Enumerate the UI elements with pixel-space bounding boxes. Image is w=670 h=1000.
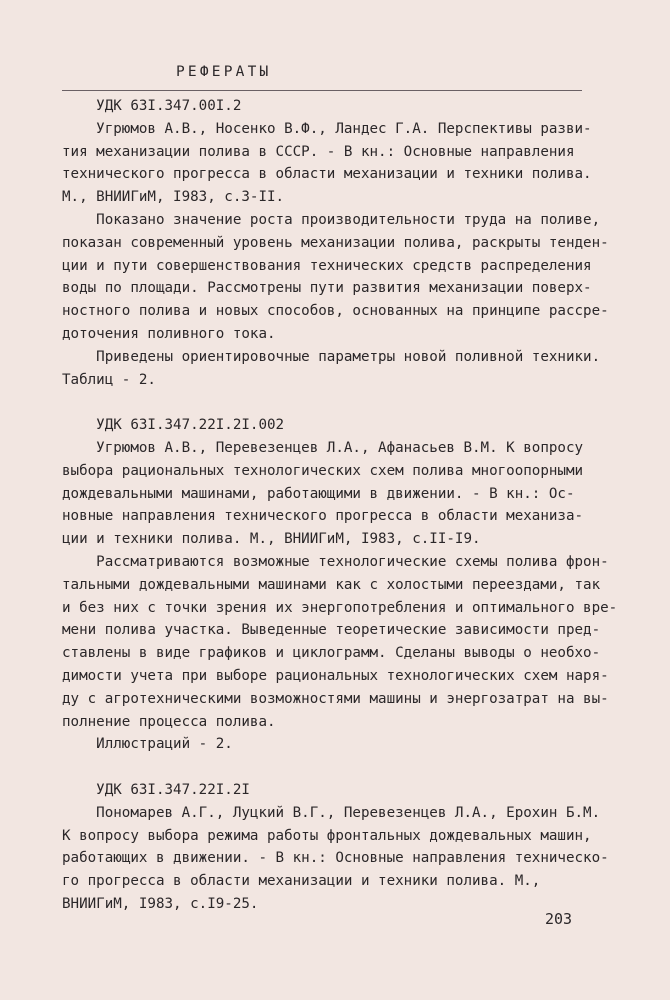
text-line: воды по площади. Рассмотрены пути развития механизации поверх- (62, 280, 592, 297)
text-line: М., ВНИИГиМ, I983, с.3-II. (62, 189, 285, 206)
text-line: показан современный уровень механизации полива, раскрыты тенден- (62, 234, 609, 251)
section-header: РЕФЕРАТЫ (176, 64, 272, 80)
text-line: Таблиц - 2. (62, 371, 156, 388)
text-line: тия механизации полива в СССР. - В кн.: Основные направления (62, 143, 575, 160)
page-number: 203 (545, 910, 573, 928)
text-line: димости учета при выборе рациональных технологических схем наря- (62, 668, 609, 684)
text-line: УДК 63I.347.22I.2I (62, 782, 250, 798)
text-line: доточения поливного тока. (62, 326, 276, 342)
text-line: ностного полива и новых способов, основанных на принципе рассре- (62, 303, 609, 320)
text-line: го прогресса в области механизации и техники полива. М., (62, 873, 541, 890)
text-line: Показано значение роста производительности труда на поливе, (62, 212, 601, 228)
text-line: Угрюмов А.В., Носенко В.Ф., Ландес Г.А. Перспективы разви- (62, 120, 592, 137)
text-line: ду с агротехническими возможностями машины и энергозатрат на вы- (62, 690, 609, 707)
text-line: работающих в движении. - В кн.: Основные направления техническо- (62, 850, 609, 867)
text-line: технического прогресса в области механизации и техники полива. (62, 166, 592, 183)
text-line: ции и пути совершенствования технических средств распределения (62, 257, 592, 274)
header-rule (62, 90, 582, 91)
text-line: К вопросу выбора режима работы фронтальных дождевальных машин, (62, 827, 592, 844)
text-line: УДК 63I.347.22I.2I.002 (62, 417, 285, 434)
text-line: и без них с точки зрения их энергопотребления и оптимального вре- (62, 599, 618, 616)
text-line: дождевальными машинами, работающими в движении. - В кн.: Ос- (62, 485, 575, 502)
text-line: Угрюмов А.В., Перевезенцев Л.А., Афанасьев В.М. К вопросу (62, 440, 584, 456)
text-line: УДК 63I.347.00I.2 (62, 98, 242, 114)
text-line: Рассматриваются возможные технологические схемы полива фрон- (62, 554, 609, 570)
text-line: Приведены ориентировочные параметры новой поливной техники. (62, 348, 601, 365)
text-line: ставлены в виде графиков и циклограмм. Сделаны выводы о необхо- (62, 645, 601, 662)
text-line: ВНИИГиМ, I983, с.I9-25. (62, 896, 259, 912)
text-line: тальными дождевальными машинами как с холостыми переездами, так (62, 576, 601, 593)
text-line: новные направления технического прогресса в области механиза- (62, 508, 584, 525)
text-line: полнение процесса полива. (62, 713, 276, 730)
text-line: выбора рациональных технологических схем полива многоопорными (62, 462, 584, 479)
text-line: Иллюстраций - 2. (62, 736, 233, 753)
text-line: Пономарев А.Г., Луцкий В.Г., Перевезенцев Л.А., Ерохин Б.М. (62, 804, 601, 821)
text-line: мени полива участка. Выведенные теоретические зависимости пред- (62, 622, 601, 639)
text-line: ции и техники полива. М., ВНИИГиМ, I983, с.II-I9. (62, 531, 481, 548)
